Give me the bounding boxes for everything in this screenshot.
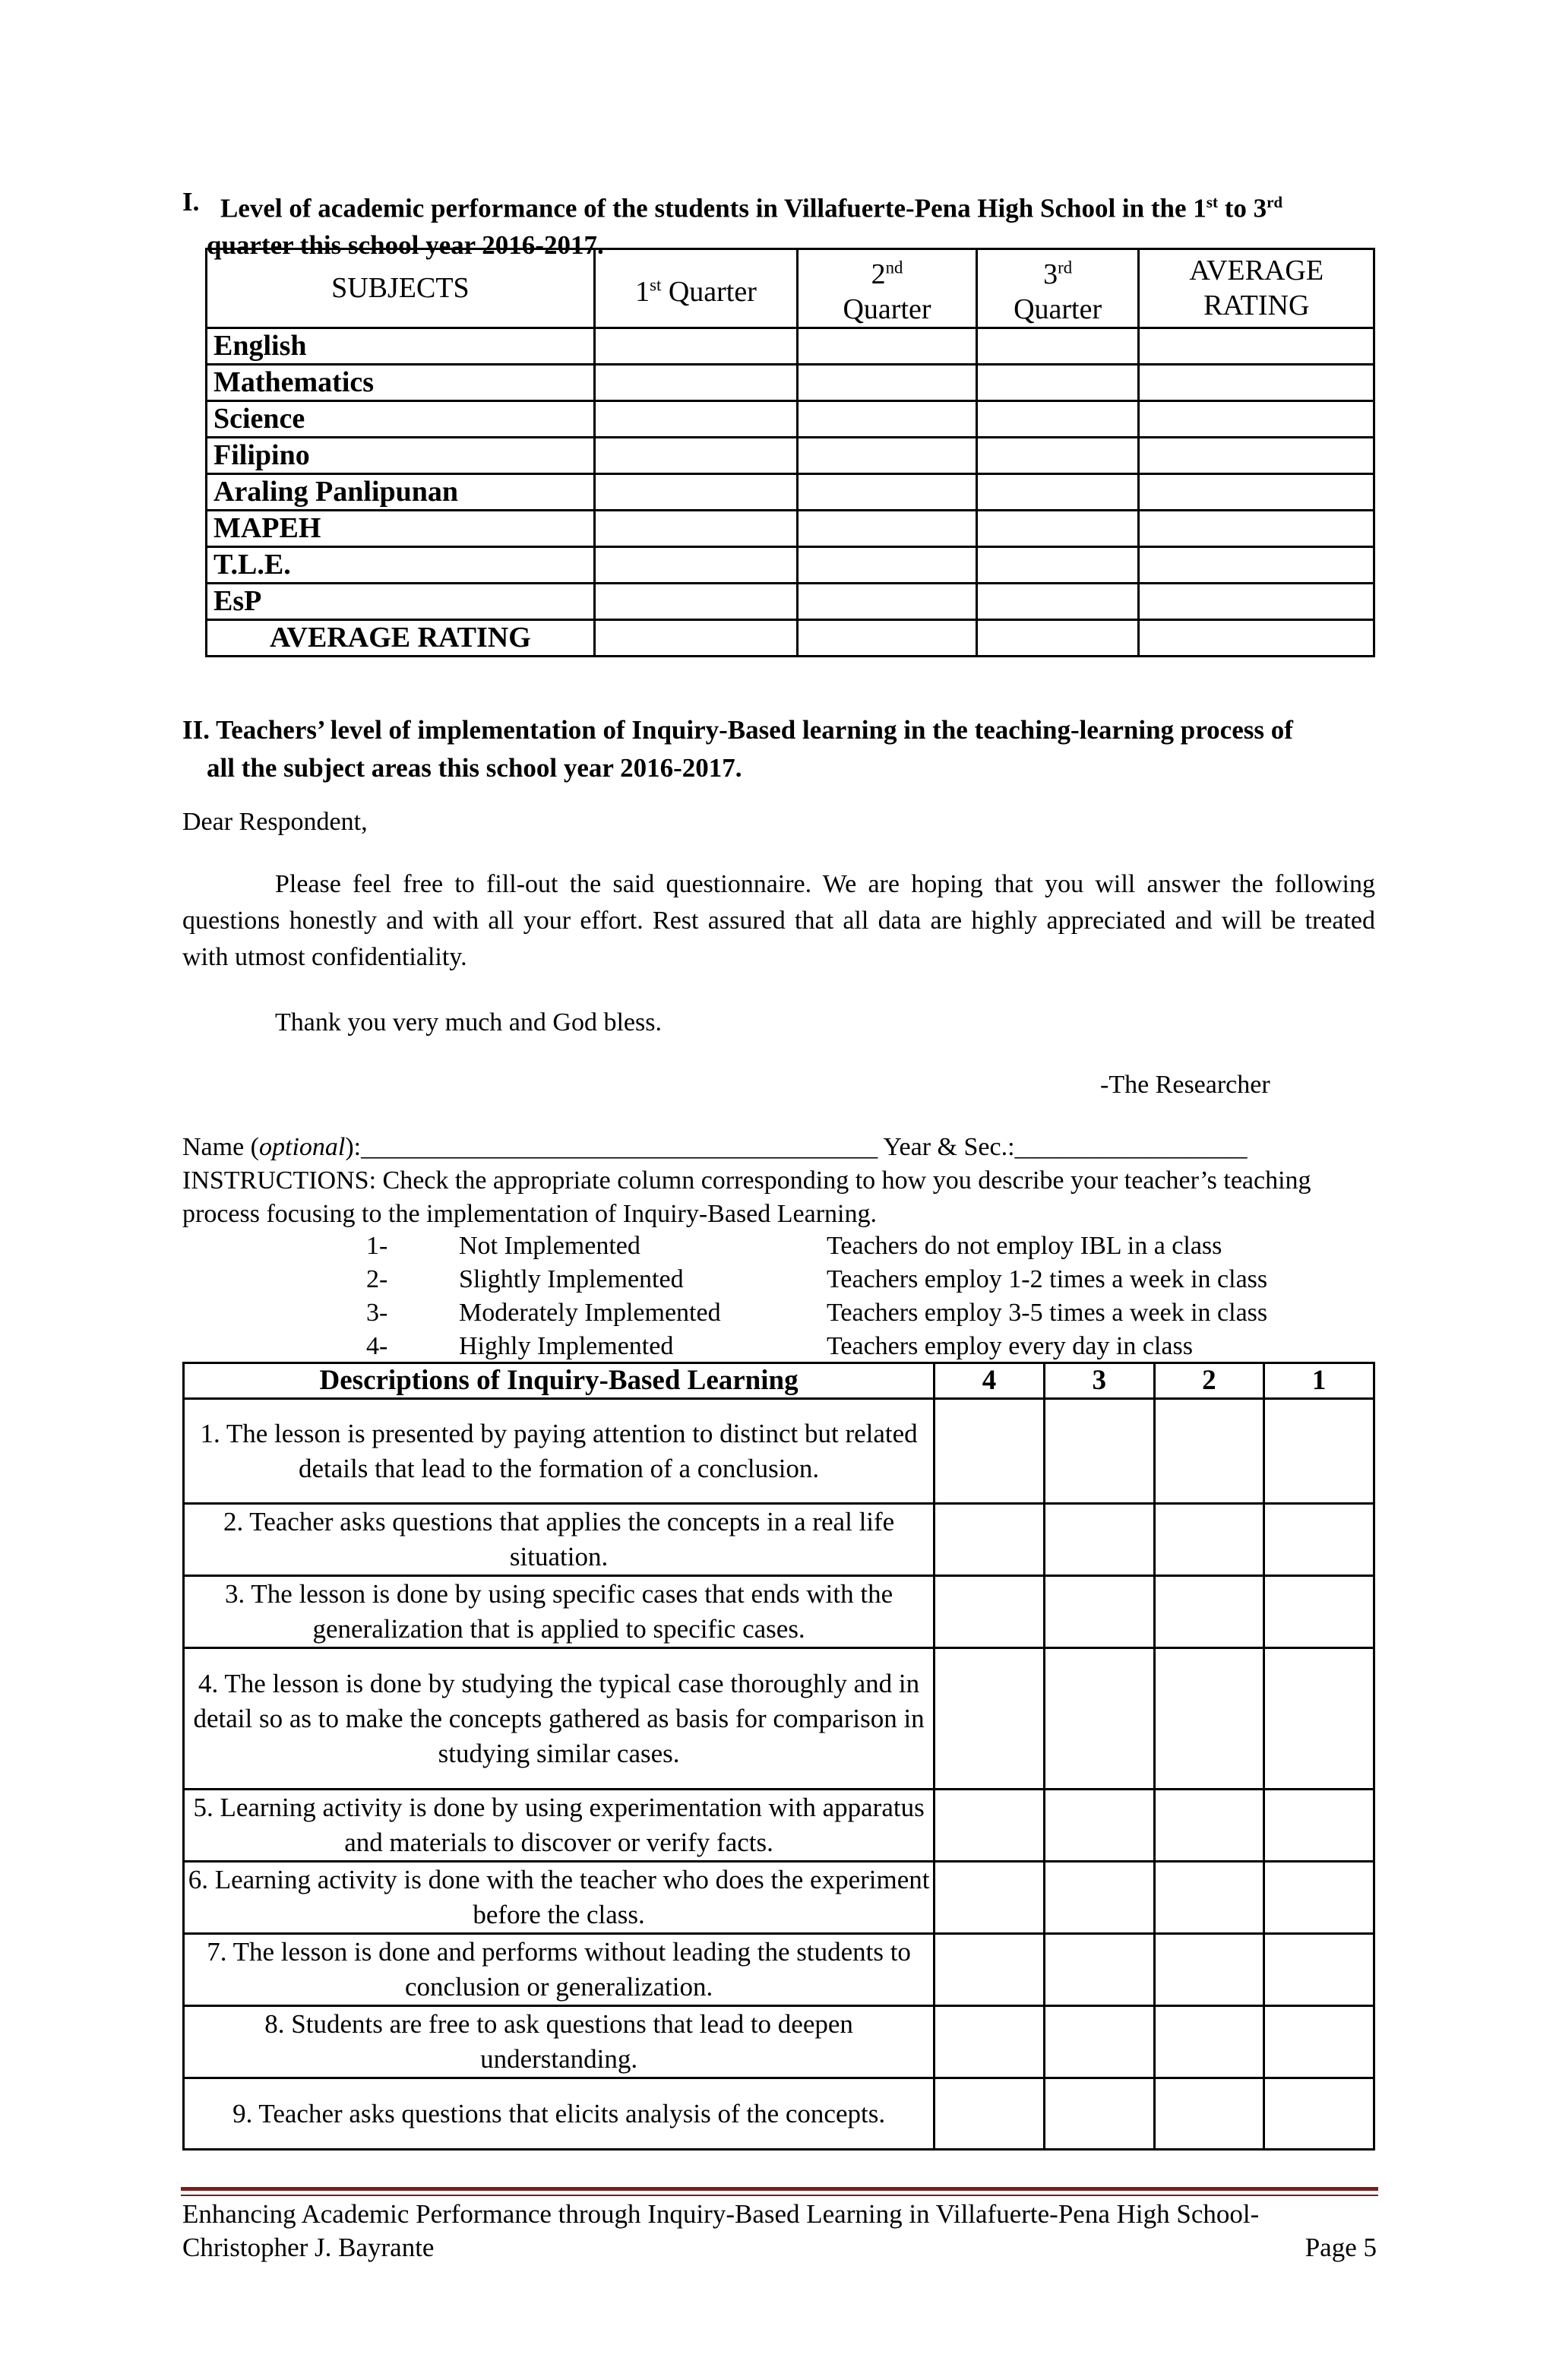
academic-performance-table (205, 248, 1375, 657)
subject-cell: T.L.E. (207, 546, 595, 583)
rating-checkbox-cell[interactable] (935, 1862, 1045, 1934)
grade-input-cell[interactable] (976, 510, 1139, 546)
rating-checkbox-cell[interactable] (1154, 1399, 1264, 1504)
rating-checkbox-cell[interactable] (1264, 1504, 1374, 1576)
grade-input-cell[interactable] (798, 328, 977, 364)
rating-checkbox-cell[interactable] (1044, 1862, 1154, 1934)
table-header-row (207, 249, 1374, 328)
grade-input-cell[interactable] (1139, 437, 1374, 473)
letter-body: Please feel free to fill-out the said questionnaire. We are hoping that you will answer the following questions honestly and with all your effort. Rest assured that all data are highly appreciated and will be treated with utmost confidentiality. (182, 870, 1375, 971)
scale-description: Teachers employ 1-2 times a week in class (827, 1265, 1268, 1293)
rating-checkbox-cell[interactable] (935, 2006, 1045, 2078)
table-row (184, 2006, 1374, 2078)
table-row (184, 1862, 1374, 1934)
rating-checkbox-cell[interactable] (1044, 2078, 1154, 2150)
table-header-row (184, 1363, 1374, 1399)
rating-checkbox-cell[interactable] (1264, 1399, 1374, 1504)
section-1-title-line2: quarter this school year 2016-2017. (207, 229, 604, 260)
rating-checkbox-cell[interactable] (1044, 1399, 1154, 1504)
header-q3-line1: 3rd (1043, 258, 1073, 290)
year-label: Year & Sec.: (883, 1133, 1015, 1161)
signature: -The Researcher (1100, 1071, 1270, 1099)
rating-checkbox-cell[interactable] (1154, 1790, 1264, 1862)
header-subjects: SUBJECTS (207, 249, 595, 328)
ibl-description: 1. The lesson is presented by paying attention to distinct but related details that lead to the formation of a conclusion. (184, 1399, 935, 1504)
footer-rule (181, 2187, 1378, 2191)
header-rating-2: 2 (1154, 1363, 1264, 1399)
ibl-description: 8. Students are free to ask questions that lead to deepen understanding. (184, 2006, 935, 2078)
header-descriptions: Descriptions of Inquiry-Based Learning (184, 1363, 935, 1399)
grade-input-cell[interactable] (798, 510, 977, 546)
scale-description: Teachers employ every day in class (827, 1332, 1193, 1360)
respondent-info-line (182, 1131, 1383, 1164)
average-rating-label: AVERAGE RATING (207, 619, 595, 656)
grade-input-cell[interactable] (976, 400, 1139, 437)
header-q2-line1: 2nd (871, 258, 903, 290)
table-row (184, 1934, 1374, 2006)
table-row (184, 1576, 1374, 1648)
section-1-number: I. (182, 187, 200, 217)
section-2-title-line2: all the subject areas this school year 2016-2017. (207, 753, 742, 783)
rating-checkbox-cell[interactable] (1154, 1934, 1264, 2006)
ibl-description: 2. Teacher asks questions that applies the concepts in a real life situation. (184, 1504, 935, 1576)
grade-input-cell[interactable] (798, 400, 977, 437)
scale-description: Teachers do not employ IBL in a class (827, 1232, 1222, 1260)
footer-title: Enhancing Academic Performance through Inquiry-Based Learning in Villafuerte-Pena High School- (182, 2199, 1260, 2229)
table-row (207, 437, 1374, 473)
rating-checkbox-cell[interactable] (935, 2078, 1045, 2150)
grade-input-cell[interactable] (976, 546, 1139, 583)
rating-checkbox-cell[interactable] (1044, 2006, 1154, 2078)
header-rating-1: 1 (1264, 1363, 1374, 1399)
section-2-number: II. (182, 715, 210, 745)
table-row (184, 1399, 1374, 1504)
header-average-line1: AVERAGE (1189, 255, 1324, 287)
rating-checkbox-cell[interactable] (935, 1399, 1045, 1504)
footer-rule-thin (181, 2195, 1378, 2196)
scale-label: Not Implemented (459, 1232, 640, 1260)
table-row (207, 546, 1374, 583)
rating-checkbox-cell[interactable] (1264, 1934, 1374, 2006)
subject-cell: EsP (207, 583, 595, 619)
table-row (184, 2078, 1374, 2150)
grade-input-cell[interactable] (594, 583, 797, 619)
header-rating-4: 4 (935, 1363, 1045, 1399)
scale-number: 1- (366, 1232, 388, 1260)
grade-input-cell[interactable] (976, 473, 1139, 510)
thanks-line: Thank you very much and God bless. (275, 1008, 662, 1037)
rating-checkbox-cell[interactable] (1154, 1648, 1264, 1790)
name-input[interactable]: ________________________________________ (361, 1133, 878, 1161)
footer-author: Christopher J. Bayrante (182, 2233, 435, 2262)
header-average-line2: RATING (1203, 290, 1310, 322)
grade-input-cell[interactable] (976, 583, 1139, 619)
grade-input-cell[interactable] (798, 583, 977, 619)
rating-checkbox-cell[interactable] (935, 1934, 1045, 2006)
salutation: Dear Respondent, (182, 808, 368, 836)
ibl-description: 6. Learning activity is done with the teacher who does the experiment before the class. (184, 1862, 935, 1934)
header-q1-label: 1st Quarter (635, 275, 757, 308)
header-q1 (594, 249, 797, 328)
instructions: INSTRUCTIONS: Check the appropriate column corresponding to how you describe your teacher’s teaching process focusing to the implementation of Inquiry-Based Learning. (182, 1166, 1311, 1228)
rating-checkbox-cell[interactable] (1264, 1648, 1374, 1790)
rating-checkbox-cell[interactable] (1264, 1576, 1374, 1648)
scale-number: 4- (366, 1332, 388, 1360)
name-label: Name (optional): (182, 1133, 362, 1161)
grade-input-cell[interactable] (1139, 328, 1374, 364)
grade-input-cell[interactable] (594, 473, 797, 510)
grade-input-cell[interactable] (1139, 546, 1374, 583)
average-input-cell[interactable] (798, 619, 977, 656)
rating-checkbox-cell[interactable] (1044, 1576, 1154, 1648)
ibl-description: 5. Learning activity is done by using experimentation with apparatus and materials to discover or verify facts. (184, 1790, 935, 1862)
rating-checkbox-cell[interactable] (1154, 1576, 1264, 1648)
rating-checkbox-cell[interactable] (1264, 1862, 1374, 1934)
grade-input-cell[interactable] (1139, 510, 1374, 546)
grade-input-cell[interactable] (798, 546, 977, 583)
ibl-description: 4. The lesson is done by studying the typical case thoroughly and in detail so as to make the concepts gathered as basis for comparison in studying similar cases. (184, 1648, 935, 1790)
table-row (207, 400, 1374, 437)
section-2-title-line1: Teachers’ level of implementation of Inquiry-Based learning in the teaching-learning process of (216, 715, 1293, 745)
rating-checkbox-cell[interactable] (1044, 1648, 1154, 1790)
footer (182, 2198, 1377, 2264)
table-row (207, 364, 1374, 400)
rating-checkbox-cell[interactable] (1044, 1790, 1154, 1862)
scale-label: Slightly Implemented (459, 1265, 684, 1293)
rating-checkbox-cell[interactable] (1264, 2006, 1374, 2078)
table-row (184, 1504, 1374, 1576)
grade-input-cell[interactable] (976, 364, 1139, 400)
header-average (1139, 249, 1374, 328)
section-2-title (182, 711, 1390, 787)
average-input-cell[interactable] (976, 619, 1139, 656)
page-number: Page 5 (1305, 2233, 1377, 2262)
grade-input-cell[interactable] (1139, 473, 1374, 510)
rating-checkbox-cell[interactable] (1264, 1790, 1374, 1862)
table-row (207, 473, 1374, 510)
grade-input-cell[interactable] (1139, 364, 1374, 400)
table-row (207, 583, 1374, 619)
grade-input-cell[interactable] (976, 328, 1139, 364)
header-q3-line2: Quarter (1014, 293, 1102, 325)
rating-checkbox-cell[interactable] (935, 1504, 1045, 1576)
table-row (184, 1648, 1374, 1790)
rating-checkbox-cell[interactable] (935, 1576, 1045, 1648)
grade-input-cell[interactable] (594, 328, 797, 364)
rating-checkbox-cell[interactable] (1044, 1934, 1154, 2006)
ibl-description: 9. Teacher asks questions that elicits analysis of the concepts. (184, 2078, 935, 2150)
year-input[interactable]: __________________ (1014, 1133, 1248, 1161)
rating-checkbox-cell[interactable] (1154, 2078, 1264, 2150)
scale-label: Highly Implemented (459, 1332, 674, 1360)
grade-input-cell[interactable] (1139, 400, 1374, 437)
header-rating-3: 3 (1044, 1363, 1154, 1399)
subject-cell: Science (207, 400, 595, 437)
grade-input-cell[interactable] (594, 400, 797, 437)
grade-input-cell[interactable] (594, 364, 797, 400)
scale-number: 2- (366, 1265, 388, 1293)
grade-input-cell[interactable] (594, 510, 797, 546)
grade-input-cell[interactable] (976, 437, 1139, 473)
grade-input-cell[interactable] (798, 364, 977, 400)
rating-checkbox-cell[interactable] (1154, 1504, 1264, 1576)
grade-input-cell[interactable] (594, 437, 797, 473)
scale-label: Moderately Implemented (459, 1299, 721, 1327)
rating-checkbox-cell[interactable] (935, 1648, 1045, 1790)
header-q2-line2: Quarter (843, 293, 931, 325)
subject-cell: MAPEH (207, 510, 595, 546)
rating-checkbox-cell[interactable] (1264, 2078, 1374, 2150)
grade-input-cell[interactable] (594, 546, 797, 583)
header-q3 (976, 249, 1139, 328)
scale-description: Teachers employ 3-5 times a week in class (827, 1299, 1268, 1327)
table-row (207, 510, 1374, 546)
average-input-cell[interactable] (1139, 619, 1374, 656)
average-input-cell[interactable] (594, 619, 797, 656)
average-row (207, 619, 1374, 656)
rating-checkbox-cell[interactable] (1154, 2006, 1264, 2078)
rating-checkbox-cell[interactable] (1044, 1504, 1154, 1576)
ibl-description: 7. The lesson is done and performs without leading the students to conclusion or generalization. (184, 1934, 935, 2006)
scale-number: 3- (366, 1299, 388, 1327)
subject-cell: Mathematics (207, 364, 595, 400)
grade-input-cell[interactable] (798, 473, 977, 510)
rating-checkbox-cell[interactable] (935, 1790, 1045, 1862)
header-q2 (798, 249, 977, 328)
table-row (184, 1790, 1374, 1862)
grade-input-cell[interactable] (1139, 583, 1374, 619)
subject-cell: Filipino (207, 437, 595, 473)
subject-cell: Araling Panlipunan (207, 473, 595, 510)
ibl-descriptions-table (182, 1362, 1375, 2151)
rating-checkbox-cell[interactable] (1154, 1862, 1264, 1934)
section-1-title-line1: Level of academic performance of the students in Villafuerte-Pena High School in the 1st to 3rd (220, 193, 1283, 223)
grade-input-cell[interactable] (798, 437, 977, 473)
table-row (207, 328, 1374, 364)
ibl-description: 3. The lesson is done by using specific cases that ends with the generalization that is applied to specific cases. (184, 1576, 935, 1648)
subject-cell: English (207, 328, 595, 364)
